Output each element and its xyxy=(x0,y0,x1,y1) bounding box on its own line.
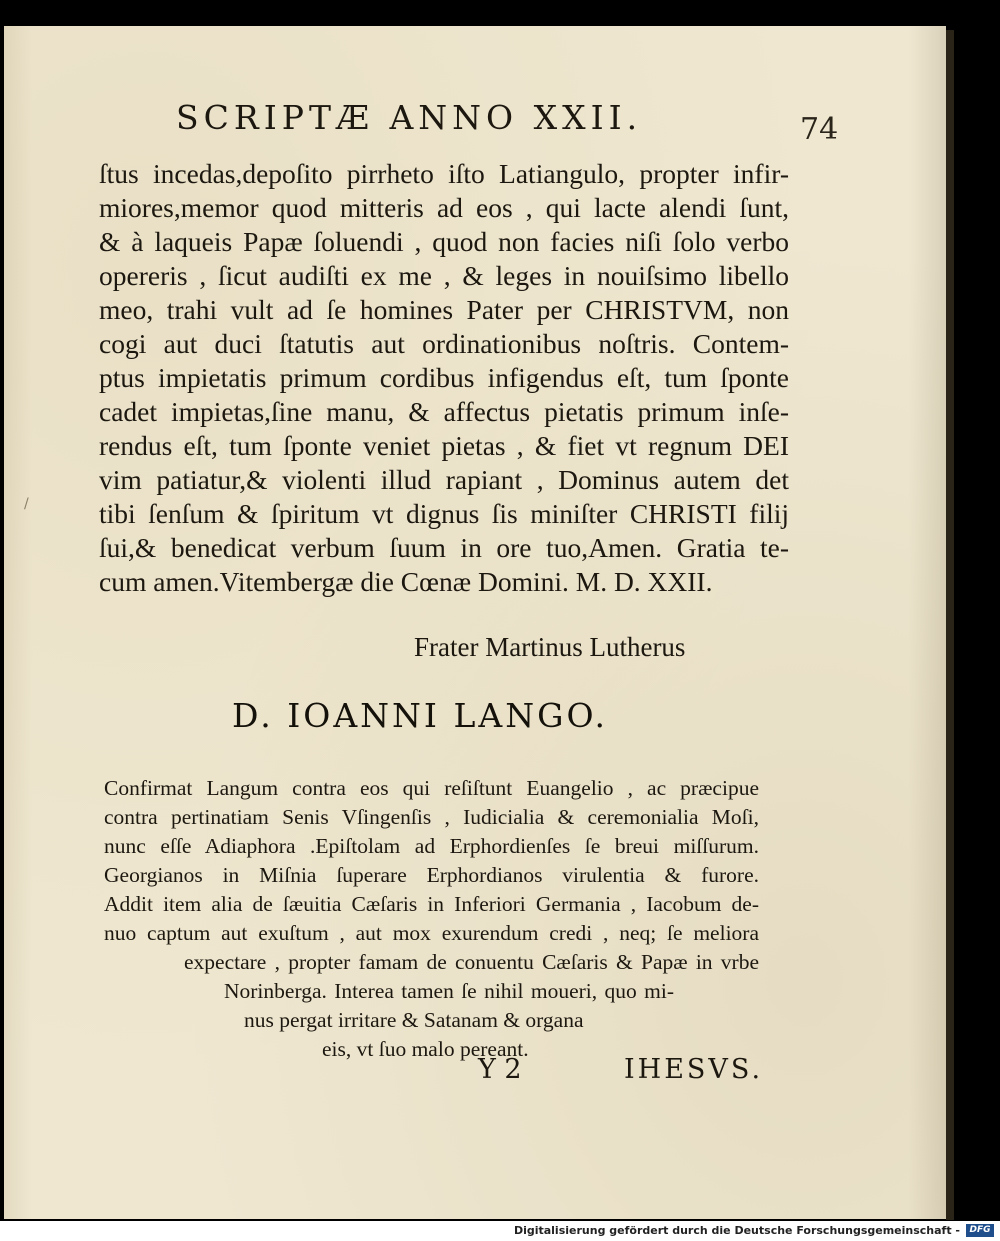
text-line: tibi ſenſum & ſpiritum vt dignus ſis miniſter CHRISTI filij xyxy=(99,498,789,529)
text-line: cogi aut duci ſtatutis aut ordinationibus noſtris. Contem- xyxy=(99,328,789,359)
letter-heading: D. IOANNI LANGO. xyxy=(232,696,609,735)
letter-body xyxy=(99,157,789,599)
summary-line: eis, vt ſuo malo pereant. xyxy=(322,1037,529,1061)
text-line: & à laqueis Papæ ſoluendi , quod non facies niſi ſolo verbo xyxy=(99,226,789,257)
summary-line: Norinberga. Interea tamen ſe nihil moueri, quo mi- xyxy=(224,979,674,1003)
summary-line: nuo captum aut exuſtum , aut mox exurendum credi , neq; ſe meliora xyxy=(104,921,759,945)
summary-line: nus pergat irritare & Satanam & organa xyxy=(244,1008,584,1032)
page-number: 74 xyxy=(800,112,839,147)
text-line: ſui,& benedicat verbum ſuum in ore tuo,Amen. Gratia te- xyxy=(99,532,789,563)
summary-line: Confirmat Langum contra eos qui reſiſtunt Euangelio , ac præcipue xyxy=(104,776,759,800)
footer-bar xyxy=(0,1221,1000,1241)
text-line: cum amen.Vitembergæ die Cœnæ Domini. M. D. XXII. xyxy=(99,566,713,597)
running-head: SCRIPTÆ ANNO XXII. xyxy=(176,98,643,137)
page-foot xyxy=(4,1054,946,1094)
summary-line: contra pertinatiam Senis Vſingenſis , Iudicialia & ceremonialia Moſi, xyxy=(104,805,759,829)
text-line: meo, trahi vult ad ſe homines Pater per CHRISTVM, non xyxy=(99,294,789,325)
summary-line: Addit item alia de ſæuitia Cæſaris in Inferiori Germania , Iacobum de- xyxy=(104,892,759,916)
text-line: miores,memor quod mitteris ad eos , qui lacte alendi ſunt, xyxy=(99,192,789,223)
letter-summary xyxy=(104,774,759,1064)
dfg-logo: DFG xyxy=(966,1224,994,1237)
text-line: rendus eſt, tum ſponte veniet pietas , & fiet vt regnum DEI xyxy=(99,430,789,461)
catchword: IHESVS. xyxy=(624,1054,764,1085)
summary-line: nunc eſſe Adiaphora .Epiſtolam ad Erphordienſes ſe breui miſſurum. xyxy=(104,834,759,858)
margin-mark: / xyxy=(24,496,29,512)
text-line: ptus impietatis primum cordibus infigendus eſt, tum ſponte xyxy=(99,362,789,393)
summary-line: Georgianos in Miſnia ſuperare Erphordianos virulentia & furore. xyxy=(104,863,759,887)
summary-line: expectare , propter famam de conuentu Cæſaris & Papæ in vrbe xyxy=(184,950,759,974)
text-line: cadet impietas,ſine manu, & affectus pietatis primum inſe- xyxy=(99,396,789,427)
letter-signature: Frater Martinus Lutherus xyxy=(414,632,686,662)
text-line: ſtus incedas,depoſito pirrheto iſto Latiangulo, propter infir- xyxy=(99,158,789,189)
text-line: vim patiatur,& violenti illud rapiant , Dominus autem det xyxy=(99,464,789,495)
book-page xyxy=(4,26,946,1219)
page-edge-shadow xyxy=(946,30,954,1220)
signature-mark: Y 2 xyxy=(478,1054,522,1085)
text-line: opereris , ſicut audiſti ex me , & leges in nouiſsimo libello xyxy=(99,260,789,291)
funding-credit: Digitalisierung gefördert durch die Deutsche Forschungsgemeinschaft - xyxy=(513,1224,960,1237)
